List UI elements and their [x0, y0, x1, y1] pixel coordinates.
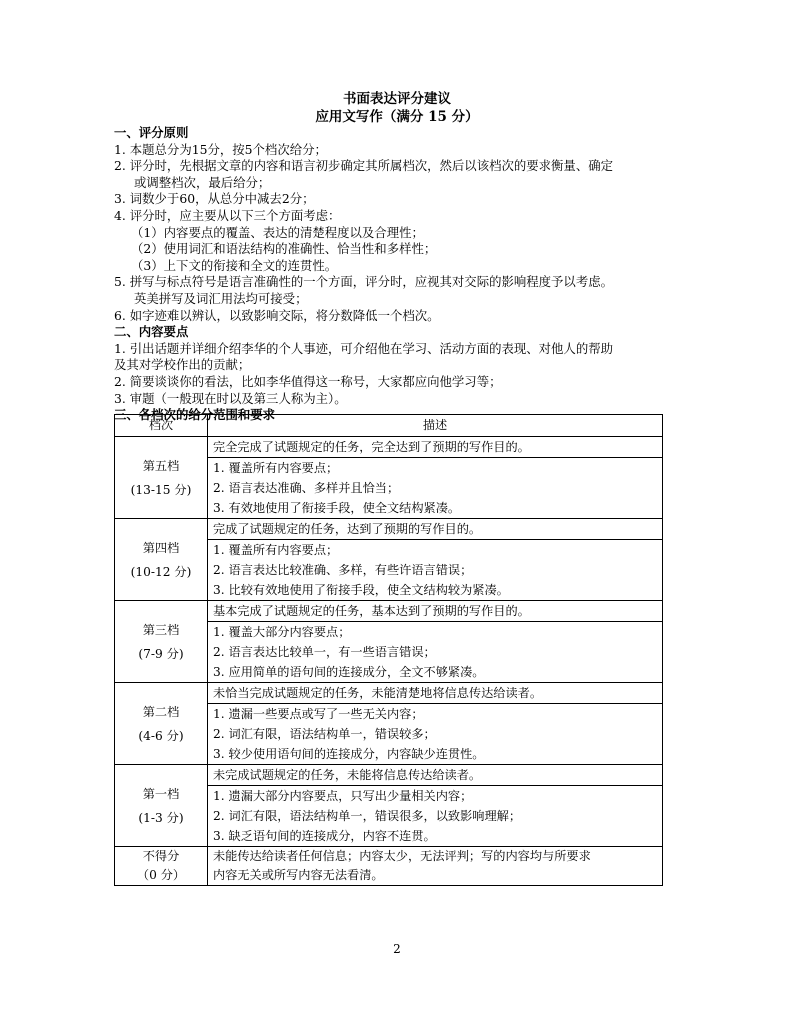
principle-line: 英美拼写及词汇用法均可接受； — [134, 290, 308, 306]
list-item: 1. 遗漏一些要点或写了一些无关内容； — [213, 707, 424, 721]
section-heading-principles: 一、评分原则 — [114, 125, 189, 140]
column-header-level: 档次 — [115, 415, 208, 437]
description-line: 内容无关或所写内容无法看清。 — [213, 868, 384, 882]
table-row — [115, 765, 663, 786]
principle-line: 或调整档次，最后给分； — [134, 174, 271, 190]
level-items — [208, 458, 663, 519]
level-summary: 完成了试题规定的任务，达到了预期的写作目的。 — [208, 519, 663, 540]
content-line: 2. 简要谈谈你的看法，比如李华值得这一称号，大家都应向他学习等； — [114, 373, 502, 389]
principle-line: 6. 如字迹难以辨认，以致影响交际，将分数降低一个档次。 — [114, 307, 440, 323]
description-line: 未能传达给读者任何信息；内容太少，无法评判；写的内容均与所要求 — [213, 849, 591, 863]
table-row — [115, 847, 663, 886]
page-title: 书面表达评分建议 — [343, 91, 451, 107]
page-number: 2 — [393, 942, 401, 956]
content-line: 及其对学校作出的贡献； — [114, 357, 251, 373]
table-row — [115, 601, 663, 622]
level-range: (10-12 分) — [130, 564, 192, 579]
list-item: 2. 语言表达比较准确、多样，有些许语言错误； — [213, 563, 473, 577]
list-item: 3. 比较有效地使用了衔接手段，使全文结构较为紧凑。 — [213, 583, 509, 597]
level-name: 第四档 — [142, 540, 180, 555]
document-body — [114, 125, 694, 424]
level-summary: 未恰当完成试题规定的任务，未能清楚地将信息传达给读者。 — [208, 683, 663, 704]
level-name: 不得分 — [142, 849, 180, 863]
section-heading-grades: 三、各档次的给分范围和要求 — [114, 407, 276, 423]
level-summary: 完全完成了试题规定的任务，完全达到了预期的写作目的。 — [208, 437, 663, 458]
list-item: 2. 语言表达准确、多样并且恰当； — [213, 481, 400, 495]
table-row — [115, 519, 663, 540]
level-cell — [115, 519, 208, 601]
level-items — [208, 786, 663, 847]
level-items — [208, 622, 663, 683]
principle-line: 4. 评分时，应主要从以下三个方面考虑： — [114, 207, 341, 223]
level-summary: 未完成试题规定的任务，未能将信息传达给读者。 — [208, 765, 663, 786]
level-name: 第二档 — [142, 704, 180, 719]
list-item: 2. 词汇有限，语法结构单一，错误较多； — [213, 727, 436, 741]
table-row — [115, 683, 663, 704]
column-header-description: 描述 — [208, 415, 663, 437]
level-cell — [115, 601, 208, 683]
level-range: (13-15 分) — [130, 482, 192, 497]
principle-line: 2. 评分时，先根据文章的内容和语言初步确定其所属档次，然后以该档次的要求衡量、确定 — [114, 158, 613, 174]
section-heading-content: 二、内容要点 — [114, 324, 189, 340]
principle-subline: （3）上下文的衔接和全文的连贯性。 — [131, 257, 338, 273]
grading-table — [114, 414, 663, 886]
list-item: 1. 覆盖所有内容要点； — [213, 461, 339, 475]
table-header-row — [115, 415, 663, 437]
list-item: 2. 语言表达比较单一，有一些语言错误； — [213, 645, 436, 659]
list-item: 1. 遗漏大部分内容要点，只写出少量相关内容； — [213, 789, 473, 803]
content-line: 1. 引出话题并详细介绍李华的个人事迹，可介绍他在学习、活动方面的表现、对他人的帮助 — [114, 340, 613, 356]
level-cell — [115, 765, 208, 847]
principle-subline: （1）内容要点的覆盖、表达的清楚程度以及合理性； — [131, 224, 424, 240]
list-item: 3. 有效地使用了衔接手段，使全文结构紧凑。 — [213, 501, 461, 515]
level-items — [208, 704, 663, 765]
level-cell — [115, 847, 208, 886]
principle-line: 5. 拼写与标点符号是语言准确性的一个方面，评分时，应视其对交际的影响程度予以考虑。 — [114, 274, 613, 290]
level-name: 第三档 — [142, 622, 180, 637]
list-item: 1. 覆盖所有内容要点； — [213, 543, 339, 557]
level-range: (4-6 分) — [138, 728, 184, 743]
level-cell — [115, 437, 208, 519]
list-item: 3. 较少使用语句间的连接成分，内容缺少连贯性。 — [213, 747, 485, 761]
level-range: (1-3 分) — [138, 810, 184, 825]
principle-subline: （2）使用词汇和语法结构的准确性、恰当性和多样性； — [131, 241, 437, 257]
level-cell — [115, 683, 208, 765]
page-subtitle: 应用文写作（满分 15 分） — [315, 109, 479, 125]
level-summary: 基本完成了试题规定的任务，基本达到了预期的写作目的。 — [208, 601, 663, 622]
list-item: 1. 覆盖大部分内容要点； — [213, 625, 351, 639]
list-item: 3. 缺乏语句间的连接成分，内容不连贯。 — [213, 829, 436, 843]
list-item: 3. 应用简单的语句间的连接成分，全文不够紧凑。 — [213, 665, 485, 679]
level-range: （0 分） — [136, 868, 186, 882]
list-item: 2. 词汇有限，语法结构单一，错误很多，以致影响理解； — [213, 809, 522, 823]
level-name: 第一档 — [142, 786, 180, 801]
level-name: 第五档 — [142, 458, 180, 473]
level-description — [208, 847, 663, 886]
content-line: 3. 审题（一般现在时以及第三人称为主）。 — [114, 390, 347, 406]
principle-line: 1. 本题总分为15分，按5个档次给分； — [114, 141, 327, 157]
level-range: (7-9 分) — [138, 646, 184, 661]
principle-line: 3. 词数少于60，从总分中减去2分； — [114, 191, 315, 207]
level-items — [208, 540, 663, 601]
table-row — [115, 437, 663, 458]
